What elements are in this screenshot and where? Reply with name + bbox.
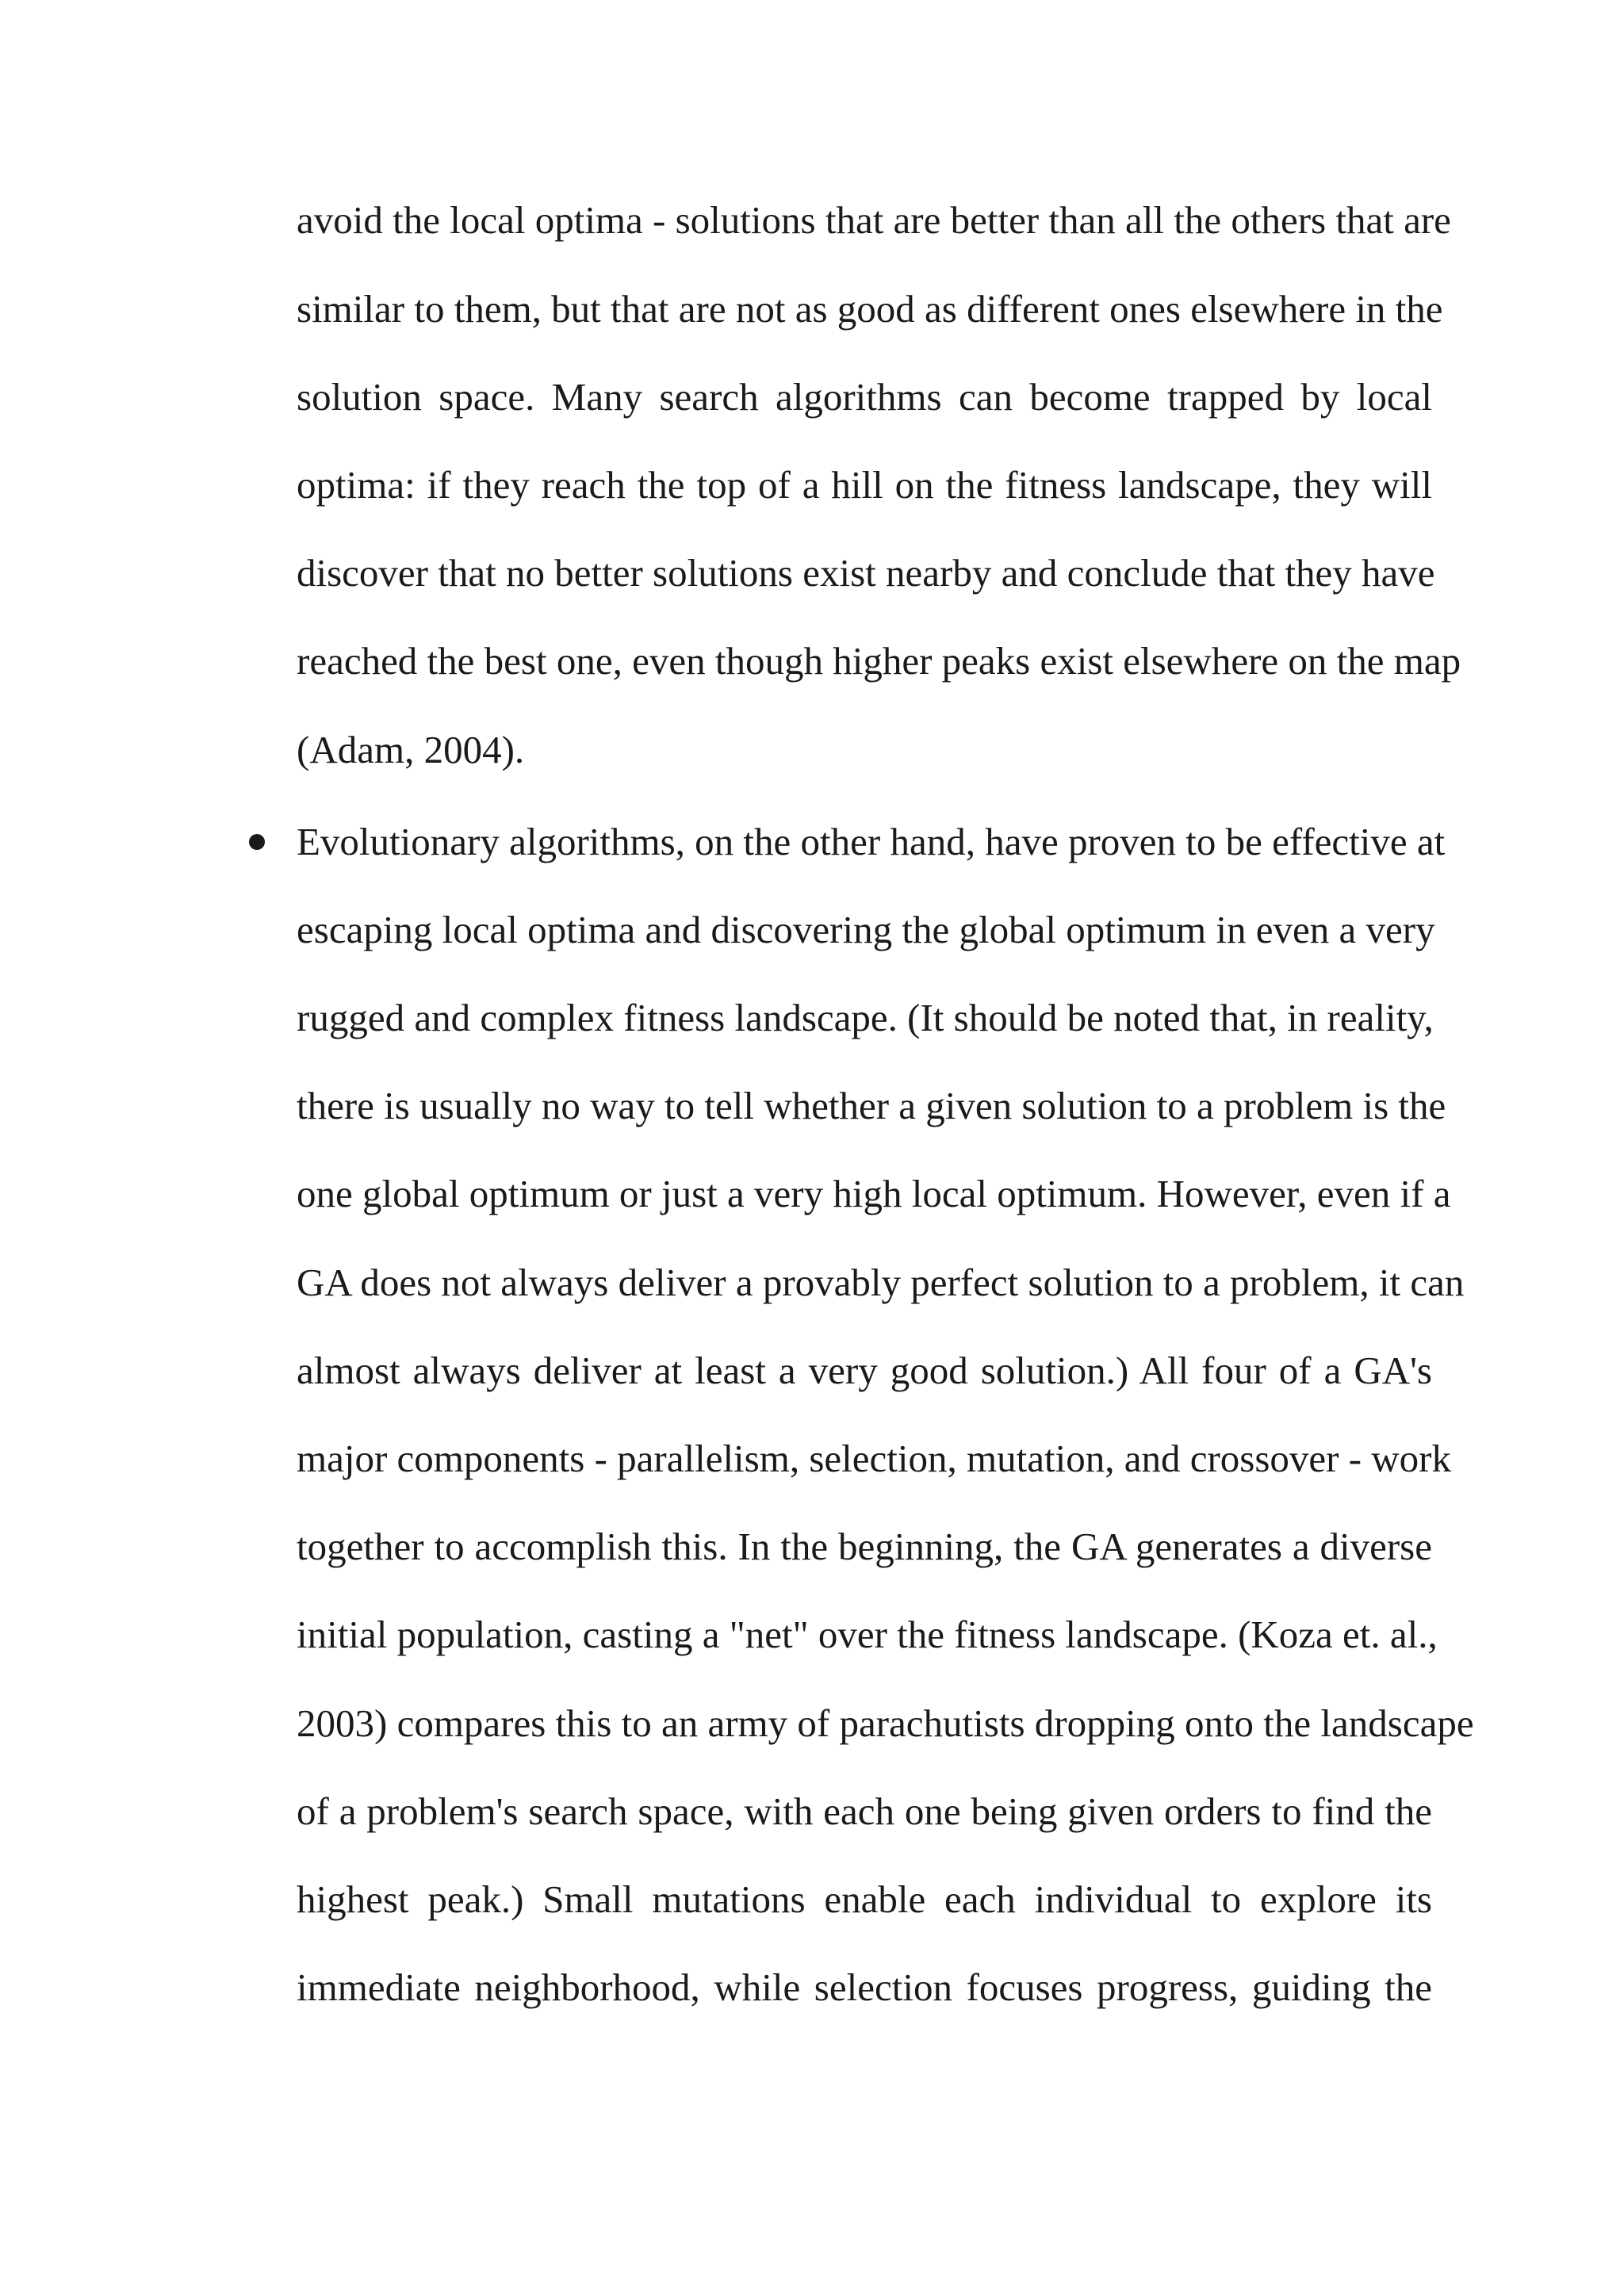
text-line: (Adam, 2004). — [297, 728, 525, 771]
text-line: similar to them, but that are not as good as different ones elsewhere in the — [297, 287, 1443, 331]
text-line: 2003) compares this to an army of parachutists dropping onto the landscape — [297, 1701, 1474, 1745]
text-line: there is usually no way to tell whether a given solution to a problem is the — [297, 1084, 1446, 1127]
bullet-icon — [249, 834, 265, 850]
text-line: one global optimum or just a very high local optimum. However, even if a — [297, 1172, 1451, 1215]
text-line: solution space. Many search algorithms can become trapped by local — [297, 375, 1432, 419]
text-line: together to accomplish this. In the beginning, the GA generates a diverse — [297, 1525, 1432, 1568]
text-line: initial population, casting a "net" over the fitness landscape. (Koza et. al., — [297, 1613, 1438, 1656]
text-line: immediate neighborhood, while selection focuses progress, guiding the — [297, 1965, 1432, 2009]
text-line: major components - parallelism, selection, mutation, and crossover - work — [297, 1437, 1452, 1480]
text-line: Evolutionary algorithms, on the other hand, have proven to be effective at — [297, 820, 1446, 863]
text-line: avoid the local optima - solutions that are better than all the others that are — [297, 198, 1451, 242]
text-line: of a problem's search space, with each one being given orders to find the — [297, 1789, 1432, 1833]
text-line: highest peak.) Small mutations enable each individual to explore its — [297, 1877, 1432, 1921]
text-line: discover that no better solutions exist nearby and conclude that they have — [297, 551, 1435, 595]
text-line: reached the best one, even though higher peaks exist elsewhere on the map — [297, 639, 1461, 683]
text-line: rugged and complex fitness landscape. (It should be noted that, in reality, — [297, 996, 1434, 1039]
text-line: GA does not always deliver a provably perfect solution to a problem, it can — [297, 1261, 1465, 1304]
text-line: escaping local optima and discovering the global optimum in even a very — [297, 908, 1435, 951]
text-line: almost always deliver at least a very good solution.) All four of a GA's — [297, 1349, 1432, 1392]
text-line: optima: if they reach the top of a hill on the fitness landscape, they will — [297, 463, 1432, 507]
